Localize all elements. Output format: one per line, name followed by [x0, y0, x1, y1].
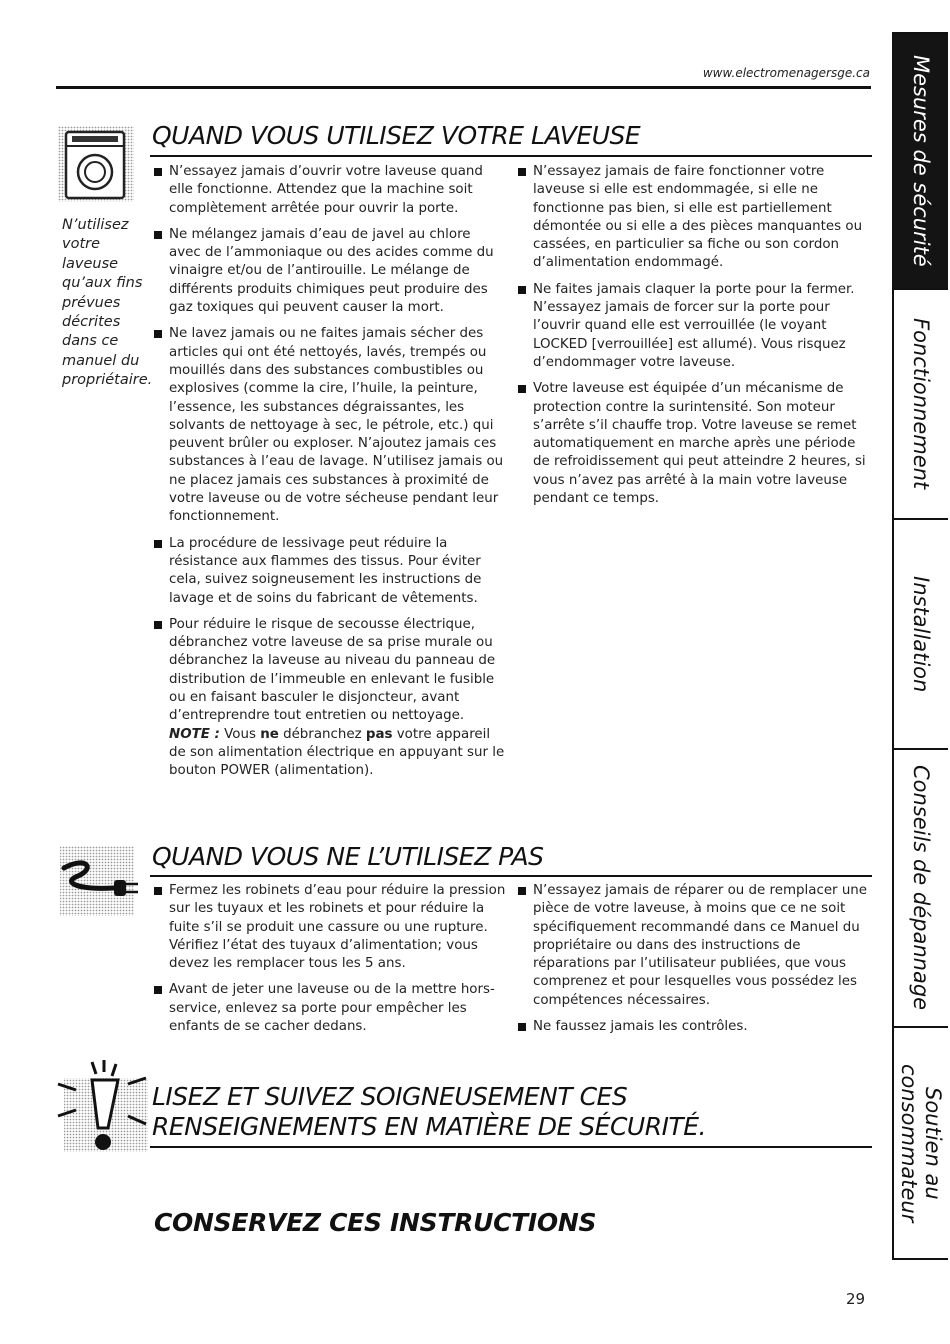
- bullet-icon: [154, 621, 162, 629]
- list-item-text: Ne mélangez jamais d’eau de javel au chlore avec de l’ammoniaque ou des acides comme du vinaigre et/ou de l’antirouille. Le mélange de différents produits chimiques peut produire des gaz toxiques qui peuvent causer la mort.: [169, 226, 494, 316]
- tab-label: Installation: [909, 575, 933, 693]
- list-item-text: Ne faussez jamais les contrôles.: [533, 1019, 748, 1035]
- section-rule-utilisez: [150, 155, 872, 157]
- bullet-icon: [154, 330, 162, 338]
- section-title-ne-utilisez-pas: QUAND VOUS NE L’UTILISEZ PAS: [152, 842, 544, 871]
- warning-rule: [150, 1146, 872, 1148]
- note-ne: ne: [260, 726, 279, 742]
- side-note: N’utilisez votre laveuse qu’aux fins prévues décrites dans ce manuel du propriétaire.: [62, 217, 153, 389]
- section2-left-column: [154, 882, 506, 1044]
- bullet-icon: [518, 168, 526, 176]
- list-item: [518, 380, 866, 508]
- list-item: [154, 325, 506, 526]
- list-item: [518, 281, 866, 372]
- tab-conseils-de-depannage[interactable]: [892, 748, 948, 1028]
- tab-fonctionnement[interactable]: [892, 288, 948, 520]
- tab-label: Mesures de sécurité: [909, 55, 933, 267]
- section-title-utilisez: QUAND VOUS UTILISEZ VOTRE LAVEUSE: [152, 121, 641, 150]
- washer-icon: [58, 126, 134, 206]
- tab-label: Conseils de dépannage: [909, 765, 933, 1011]
- note-part-3: votre appareil de son alimentation électrique en appuyant sur le bouton POWER (alimentation).: [169, 726, 505, 779]
- conserve-instructions: CONSERVEZ CES INSTRUCTIONS: [154, 1208, 597, 1237]
- bullet-icon: [154, 168, 162, 176]
- list-item-text: [169, 616, 506, 781]
- tab-label: Soutien au consommateur: [897, 1063, 945, 1223]
- tab-soutien-au-consommateur[interactable]: [892, 1026, 948, 1260]
- list-item-text: N’essayez jamais de réparer ou de remplacer une pièce de votre laveuse, à moins que ce ne soit spécifiquement recommandé dans ce Manuel du propriétaire ou dans des instructions de réparations par l’utilisateur publiées, que vous comprenez et pour lesquelles vous possédez les compétences nécessaires.: [533, 883, 868, 1008]
- section1-right-column: [518, 163, 866, 516]
- bullet-icon: [154, 887, 162, 895]
- list-item-text: Ne lavez jamais ou ne faites jamais sécher des articles qui ont été nettoyés, lavés, trempés ou mouillés dans des substances combustibles ou explosives (comme la cire, l’huile, la peinture, l’essence, les substances dégraissantes, les solvants de nettoyage à sec, le pétrole, etc.) qui peuvent brûler ou exploser. N’ajoutez jamais ces substances à l’eau de lavage. N’utilisez jamais ou ne placez jamais ces substances à proximité de votre laveuse ou de votre sécheuse pendant leur fonctionnement.: [169, 326, 504, 525]
- list-item-text: Avant de jeter une laveuse ou de la mettre hors-service, enlevez sa porte pour empêcher les enfants de se cacher dedans.: [169, 982, 495, 1035]
- bullet-icon: [518, 1023, 526, 1031]
- section1-left-column: [154, 163, 506, 789]
- list-item: [518, 882, 868, 1010]
- tab-mesures-de-securite[interactable]: [892, 32, 948, 290]
- website-url: www.electromenagersge.ca: [702, 66, 870, 80]
- list-item: [154, 163, 506, 218]
- list-item-text: Votre laveuse est équipée d’un mécanisme de protection contre la surintensité. Son moteur s’arrête s’il chauffe trop. Votre laveuse se remet automatiquement en marche après une période de refroidissement qui peut atteindre 2 heures, si vous n’avez pas arrêté à la main votre laveuse pendant ce temps.: [533, 381, 866, 507]
- note-part-1: Vous: [219, 726, 261, 742]
- note-part-2: débranchez: [278, 726, 366, 742]
- bullet-icon: [154, 986, 162, 994]
- note-label: NOTE :: [169, 726, 220, 742]
- list-item-power: [154, 616, 506, 781]
- bullet-icon: [518, 385, 526, 393]
- warning-exclamation-icon: [54, 1058, 150, 1158]
- bullet-icon: [154, 540, 162, 548]
- section-tabs: [892, 32, 948, 1292]
- list-item: [154, 226, 506, 317]
- list-item-text: Fermez les robinets d’eau pour réduire la pression sur les tuyaux et les robinets et pour réduire la fuite s’il se produit une cassure ou une rupture. Vérifiez l’état des tuyaux d’alimentation; vous devez les remplacer tous les 5 ans.: [169, 883, 506, 972]
- section-rule-ne-utilisez-pas: [150, 875, 872, 877]
- list-item: [154, 535, 506, 608]
- bullet-icon: [518, 286, 526, 294]
- list-item-text: Ne faites jamais claquer la porte pour la fermer. N’essayez jamais de forcer sur la porte pour l’ouvrir quand elle est verrouillée (le voyant LOCKED [verrouillée] est allumé). Vous risquez d’endommager votre laveuse.: [533, 281, 855, 370]
- list-item-text: N’essayez jamais de faire fonctionner votre laveuse si elle est endommagée, si elle ne fonctionne pas bien, si elle est partiellement démontée ou si elle a des pièces manquantes ou cassées, en particulier sa fiche ou son cordon d’alimentation endommagé.: [533, 164, 863, 271]
- plug-icon: [56, 846, 146, 920]
- section2-right-column: [518, 882, 868, 1044]
- warning-line-1: LISEZ ET SUIVEZ SOIGNEUSEMENT CES: [152, 1082, 628, 1111]
- list-item-text: La procédure de lessivage peut réduire la résistance aux flammes des tissus. Pour éviter cela, suivez soigneusement les instructions de lavage et de soins du fabricant de vêtements.: [169, 535, 482, 606]
- warning-line-2: RENSEIGNEMENTS EN MATIÈRE DE SÉCURITÉ.: [152, 1112, 706, 1141]
- page-number: 29: [846, 1290, 866, 1308]
- note-pas: pas: [365, 726, 393, 742]
- bullet-icon: [154, 231, 162, 239]
- bullet-icon: [518, 887, 526, 895]
- header-rule: [56, 86, 871, 89]
- list-item: [154, 882, 506, 973]
- list-item: [518, 163, 866, 273]
- list-item: [518, 1018, 868, 1036]
- list-item: [154, 981, 506, 1036]
- tab-installation[interactable]: [892, 518, 948, 750]
- tab-label: Fonctionnement: [909, 318, 933, 490]
- power-text: Pour réduire le risque de secousse électrique, débranchez votre laveuse de sa prise murale ou débranchez la laveuse au niveau du panneau de distribution de l’immeuble en enlevant le fusible ou en faisant basculer le disjoncteur, avant d’entreprendre tout entretien ou nettoyage.: [169, 616, 496, 724]
- list-item-text: N’essayez jamais d’ouvrir votre laveuse quand elle fonctionne. Attendez que la machine soit complètement arrêtée pour ouvrir la porte.: [169, 164, 483, 216]
